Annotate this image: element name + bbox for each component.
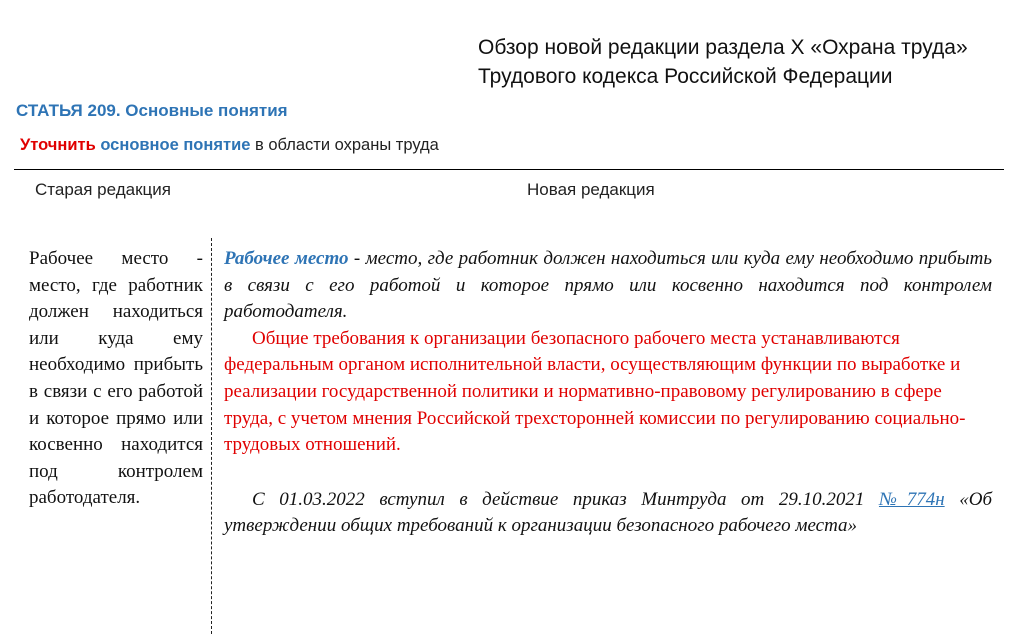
title-line-2: Трудового кодекса Российской Федерации <box>478 65 893 88</box>
old-edition-label: Старая редакция <box>35 180 171 199</box>
note-prefix: С 01.03.2022 вступил в действие приказ Минтруда от 29.10.2021 <box>252 488 879 510</box>
old-edition-text: Рабочее место - место, где работник должен находиться или куда ему необходимо прибыть в связи с его работой и которое прямо или косвенно находится под контролем работодателя. <box>29 248 203 509</box>
article-heading: СТАТЬЯ 209. Основные понятия <box>16 101 288 120</box>
definition-text: - место, где работник должен находиться или куда ему необходимо прибыть в связи с его работой и которое прямо или косвенно находится под контролем работодателя. <box>224 248 992 323</box>
title-line-1: Обзор новой редакции раздела Х «Охрана труда» <box>478 36 968 59</box>
note-suffix: «Об утверждении общих требований к организации безопасного рабочего места» <box>224 488 993 537</box>
new-edition-label: Новая редакция <box>527 180 655 199</box>
new-definition <box>224 246 992 326</box>
subheading-scope: в области охраны труда <box>254 136 439 154</box>
subheading-concept: основное понятие <box>100 136 251 154</box>
order-note <box>224 487 992 540</box>
order-link[interactable]: №774н <box>878 488 945 510</box>
column-divider <box>211 238 212 634</box>
header-divider <box>14 169 1004 170</box>
new-edition-text <box>224 246 992 540</box>
article-subheading <box>20 136 439 155</box>
document-title <box>478 33 1008 91</box>
defined-term: Рабочее место <box>224 248 349 269</box>
requirements-paragraph: Общие требования к организации безопасного рабочего места устанавливаются федеральным органом исполнительной власти, осуществляющим функции по выработке и реализации государственной политики и нормативно-правовому регулированию в сфере труда, с учетом мнения Российской трехсторонней комиссии по регулированию социально-трудовых отношений. <box>224 327 966 456</box>
subheading-action: Уточнить <box>20 136 96 154</box>
